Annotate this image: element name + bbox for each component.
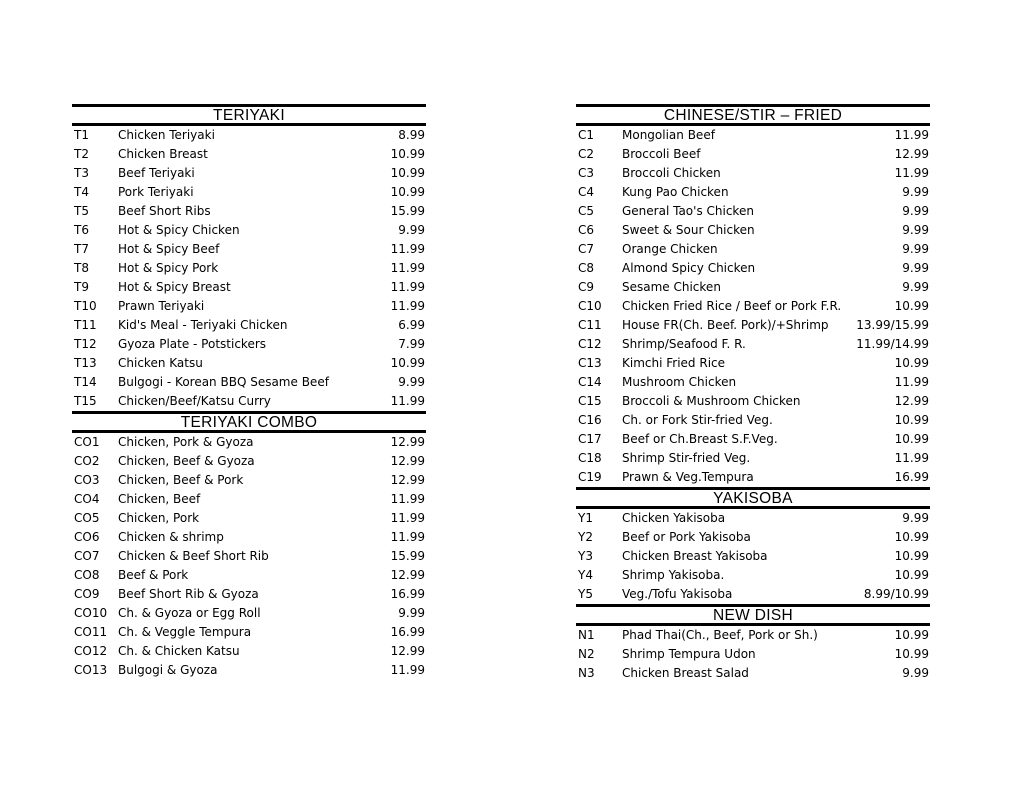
item-price: 11.99 [390,530,425,544]
item-code: Y5 [578,587,593,601]
menu-item [576,354,930,373]
item-name: Chicken Fried Rice / Beef or Pork F.R. [622,299,842,313]
item-name: House FR(Ch. Beef. Pork)/+Shrimp [622,318,829,332]
menu-column-left [72,104,426,680]
item-price: 9.99 [902,666,929,680]
item-name: Pork Teriyaki [118,185,194,199]
item-name: Kid's Meal - Teriyaki Chicken [118,318,288,332]
menu-item-list [72,433,426,680]
item-name: Chicken, Pork & Gyoza [118,435,254,449]
menu-item [72,183,426,202]
item-price: 10.99 [894,568,929,582]
item-name: Chicken & shrimp [118,530,224,544]
menu-item [576,411,930,430]
menu-item [576,645,930,664]
item-code: CO12 [74,644,108,658]
item-price: 12.99 [390,454,425,468]
item-code: T14 [74,375,97,389]
menu-item [576,509,930,528]
item-code: T12 [74,337,97,351]
section-header: NEW DISH [576,604,930,626]
menu-item [72,642,426,661]
item-code: N1 [578,628,595,642]
item-code: CO3 [74,473,100,487]
menu-item [576,164,930,183]
menu-item [72,145,426,164]
item-name: Broccoli Beef [622,147,701,161]
item-code: C2 [578,147,595,161]
menu-item [72,373,426,392]
item-code: C5 [578,204,595,218]
menu-item [72,202,426,221]
menu-item [72,471,426,490]
item-name: Chicken Breast [118,147,208,161]
item-name: Chicken/Beef/Katsu Curry [118,394,271,408]
item-code: CO1 [74,435,100,449]
item-name: Mongolian Beef [622,128,715,142]
menu-item [72,509,426,528]
item-code: C1 [578,128,595,142]
item-price: 11.99 [390,280,425,294]
item-price: 10.99 [894,549,929,563]
menu-item [576,259,930,278]
menu-section-chinese-stir-fried [576,104,930,487]
menu-item [576,392,930,411]
item-code: C11 [578,318,602,332]
item-code: T13 [74,356,97,370]
item-name: Chicken Breast Salad [622,666,749,680]
item-code: CO11 [74,625,108,639]
menu-item [72,335,426,354]
item-code: T7 [74,242,89,256]
item-name: Chicken, Beef [118,492,201,506]
item-name: Shrimp Yakisoba. [622,568,725,582]
item-price: 9.99 [902,242,929,256]
menu-item [576,664,930,683]
item-code: CO2 [74,454,100,468]
menu-item [72,354,426,373]
item-price: 15.99 [390,204,425,218]
menu-item [72,316,426,335]
item-price: 16.99 [390,625,425,639]
menu-item-list [576,626,930,683]
item-name: Ch. or Fork Stir-fried Veg. [622,413,773,427]
item-code: Y3 [578,549,593,563]
item-price: 12.99 [390,435,425,449]
item-price: 12.99 [390,644,425,658]
item-name: Broccoli Chicken [622,166,721,180]
menu-section-teriyaki [72,104,426,411]
menu-item [576,316,930,335]
menu-item [576,585,930,604]
item-code: N2 [578,647,595,661]
menu-column-right [576,104,930,683]
menu-item [576,278,930,297]
item-name: Chicken, Pork [118,511,200,525]
item-code: C16 [578,413,602,427]
item-code: CO4 [74,492,100,506]
menu-section-yakisoba [576,487,930,604]
menu-item [576,335,930,354]
section-header: TERIYAKI COMBO [72,411,426,433]
item-name: Beef & Pork [118,568,189,582]
item-code: CO7 [74,549,100,563]
item-price: 9.99 [902,261,929,275]
section-header: CHINESE/STIR – FRIED [576,104,930,126]
item-code: T8 [74,261,89,275]
menu-item-list [72,126,426,411]
menu-item [72,547,426,566]
item-name: Mushroom Chicken [622,375,737,389]
item-code: T4 [74,185,89,199]
item-name: Shrimp Tempura Udon [622,647,756,661]
menu-item [576,373,930,392]
item-price: 11.99 [390,394,425,408]
item-code: Y1 [578,511,593,525]
item-name: Bulgogi & Gyoza [118,663,218,677]
item-name: Bulgogi - Korean BBQ Sesame Beef [118,375,329,389]
item-name: Chicken Teriyaki [118,128,215,142]
item-price: 10.99 [894,628,929,642]
item-code: C15 [578,394,602,408]
item-price: 13.99/15.99 [856,318,929,332]
item-price: 10.99 [894,432,929,446]
item-price: 6.99 [398,318,425,332]
item-code: T10 [74,299,97,313]
menu-item [72,297,426,316]
item-name: Chicken, Beef & Pork [118,473,244,487]
item-code: CO5 [74,511,100,525]
item-code: C9 [578,280,595,294]
item-name: Beef Short Rib & Gyoza [118,587,259,601]
menu-item [72,259,426,278]
item-price: 10.99 [894,647,929,661]
menu-item [576,145,930,164]
item-price: 16.99 [894,470,929,484]
item-price: 10.99 [390,356,425,370]
item-price: 11.99 [894,375,929,389]
item-name: General Tao's Chicken [622,204,754,218]
item-name: Orange Chicken [622,242,718,256]
menu-item [576,221,930,240]
item-price: 11.99 [390,299,425,313]
item-code: C17 [578,432,602,446]
item-price: 10.99 [390,147,425,161]
item-price: 11.99 [894,128,929,142]
menu-item [72,392,426,411]
item-name: Kimchi Fried Rice [622,356,726,370]
item-code: T2 [74,147,89,161]
item-price: 11.99/14.99 [856,337,929,351]
item-code: Y4 [578,568,593,582]
item-name: Hot & Spicy Breast [118,280,231,294]
menu-item [72,661,426,680]
menu-item [72,528,426,547]
section-header: TERIYAKI [72,104,426,126]
menu-item-list [576,126,930,487]
item-price: 11.99 [390,511,425,525]
menu-item [72,604,426,623]
item-name: Sweet & Sour Chicken [622,223,755,237]
item-price: 8.99/10.99 [863,587,929,601]
menu-item [576,202,930,221]
item-price: 10.99 [390,185,425,199]
item-name: Ch. & Gyoza or Egg Roll [118,606,261,620]
item-name: Shrimp Stir-fried Veg. [622,451,751,465]
item-code: C14 [578,375,602,389]
item-price: 11.99 [390,492,425,506]
item-price: 11.99 [390,663,425,677]
item-price: 10.99 [390,166,425,180]
item-name: Gyoza Plate - Potstickers [118,337,267,351]
item-name: Chicken & Beef Short Rib [118,549,269,563]
menu-item [576,183,930,202]
item-price: 9.99 [398,223,425,237]
menu-item [576,449,930,468]
item-price: 11.99 [390,261,425,275]
item-name: Chicken Katsu [118,356,203,370]
item-name: Chicken Yakisoba [622,511,726,525]
item-name: Chicken Breast Yakisoba [622,549,768,563]
item-price: 11.99 [894,451,929,465]
item-code: Y2 [578,530,593,544]
item-price: 16.99 [390,587,425,601]
section-header: YAKISOBA [576,487,930,509]
item-price: 9.99 [398,606,425,620]
item-price: 12.99 [894,394,929,408]
item-name: Hot & Spicy Pork [118,261,219,275]
menu-item-list [576,509,930,604]
item-name: Veg./Tofu Yakisoba [622,587,733,601]
menu-item [576,240,930,259]
item-code: C7 [578,242,595,256]
item-code: C10 [578,299,602,313]
item-code: C18 [578,451,602,465]
item-price: 15.99 [390,549,425,563]
menu-item [576,626,930,645]
menu-item [72,490,426,509]
item-price: 11.99 [894,166,929,180]
item-code: C6 [578,223,595,237]
menu-section-new-dish [576,604,930,683]
item-price: 9.99 [902,204,929,218]
item-name: Beef or Ch.Breast S.F.Veg. [622,432,778,446]
item-price: 9.99 [902,223,929,237]
item-name: Chicken, Beef & Gyoza [118,454,255,468]
item-price: 10.99 [894,530,929,544]
item-name: Phad Thai(Ch., Beef, Pork or Sh.) [622,628,818,642]
item-code: T6 [74,223,89,237]
menu-item [576,430,930,449]
item-name: Almond Spicy Chicken [622,261,756,275]
item-price: 10.99 [894,413,929,427]
menu-item [576,566,930,585]
item-price: 11.99 [390,242,425,256]
item-code: T1 [74,128,89,142]
item-name: Ch. & Veggle Tempura [118,625,252,639]
item-code: CO9 [74,587,100,601]
item-name: Beef Teriyaki [118,166,195,180]
menu-item [576,468,930,487]
menu-item [72,221,426,240]
item-name: Prawn Teriyaki [118,299,205,313]
item-code: C13 [578,356,602,370]
item-code: CO6 [74,530,100,544]
item-name: Sesame Chicken [622,280,721,294]
menu-item [72,566,426,585]
item-code: C3 [578,166,595,180]
item-price: 10.99 [894,356,929,370]
item-code: C12 [578,337,602,351]
item-name: Ch. & Chicken Katsu [118,644,240,658]
item-price: 7.99 [398,337,425,351]
item-price: 12.99 [390,568,425,582]
item-name: Shrimp/Seafood F. R. [622,337,746,351]
item-name: Beef Short Ribs [118,204,211,218]
menu-item [576,297,930,316]
item-code: T9 [74,280,89,294]
item-code: N3 [578,666,595,680]
menu-item [72,623,426,642]
item-name: Hot & Spicy Chicken [118,223,240,237]
item-price: 8.99 [398,128,425,142]
menu-item [576,528,930,547]
menu-item [72,585,426,604]
menu-item [576,126,930,145]
item-code: CO10 [74,606,108,620]
menu-item [72,164,426,183]
item-price: 9.99 [902,280,929,294]
menu-item [72,126,426,145]
item-price: 10.99 [894,299,929,313]
item-code: C8 [578,261,595,275]
item-price: 9.99 [398,375,425,389]
item-code: T3 [74,166,89,180]
item-price: 9.99 [902,511,929,525]
item-name: Hot & Spicy Beef [118,242,220,256]
item-code: T5 [74,204,89,218]
item-name: Kung Pao Chicken [622,185,729,199]
menu-item [72,433,426,452]
item-price: 12.99 [390,473,425,487]
item-name: Prawn & Veg.Tempura [622,470,754,484]
item-code: CO8 [74,568,100,582]
item-code: C19 [578,470,602,484]
item-name: Beef or Pork Yakisoba [622,530,751,544]
item-code: T11 [74,318,97,332]
menu-item [72,240,426,259]
item-code: T15 [74,394,97,408]
menu-item [72,278,426,297]
item-name: Broccoli & Mushroom Chicken [622,394,801,408]
item-price: 9.99 [902,185,929,199]
menu-item [72,452,426,471]
menu-section-teriyaki-combo [72,411,426,680]
menu-item [576,547,930,566]
item-code: C4 [578,185,595,199]
item-code: CO13 [74,663,108,677]
item-price: 12.99 [894,147,929,161]
